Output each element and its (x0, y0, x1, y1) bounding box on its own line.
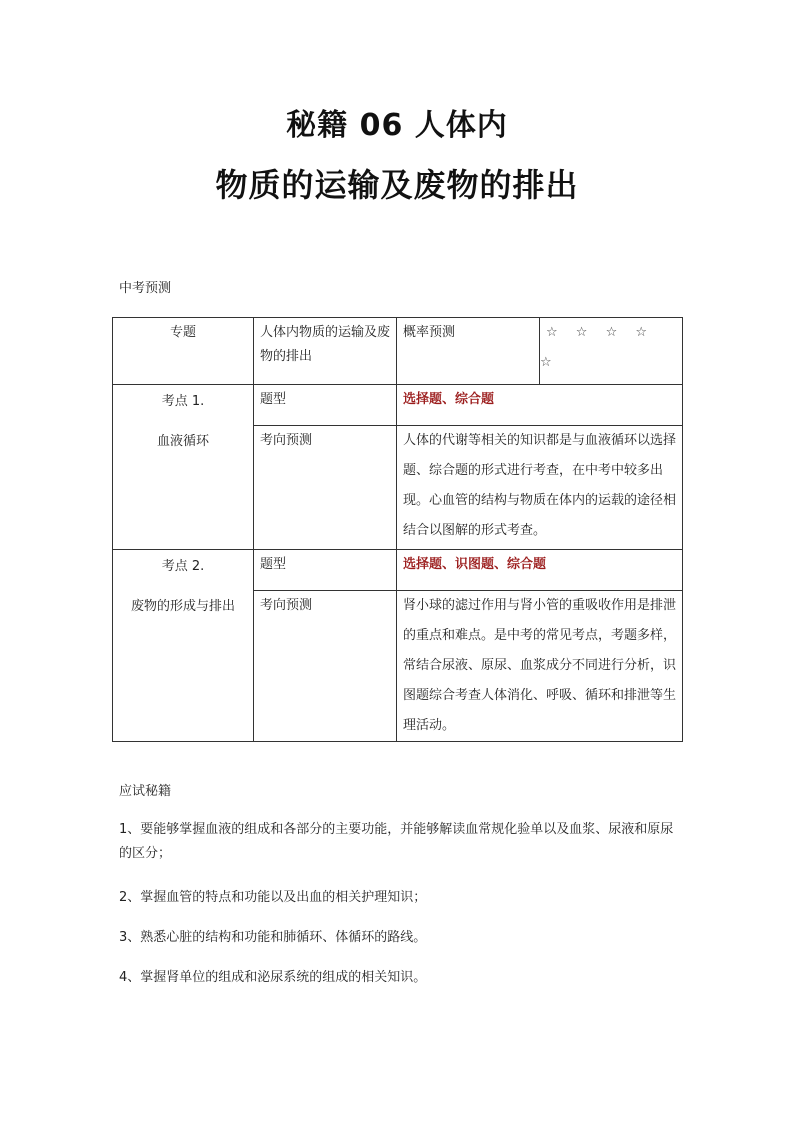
point1-trend-text-cell (397, 426, 683, 550)
table-row-point1-type (113, 385, 683, 426)
point2-type-label-cell (254, 550, 397, 591)
point2-trend-text-cell (397, 591, 683, 742)
topic-label-cell (113, 318, 254, 385)
tip-item-1: 1、要能够掌握血液的组成和各部分的主要功能，并能够解读血常规化验单以及血浆、尿液和原尿的区分； (119, 822, 674, 861)
tip-item-4: 4、掌握肾单位的组成和泌尿系统的组成的相关知识。 (119, 970, 427, 985)
point2-name: 废物的形成与排出 (130, 599, 235, 614)
table-row-header (113, 318, 683, 385)
point1-type-value: 选择题、综合题 (403, 392, 495, 407)
topic-label: 专题 (169, 325, 196, 340)
point2-trend-label-cell (254, 591, 397, 742)
tip-item-2: 2、掌握血管的特点和功能以及出血的相关护理知识； (119, 890, 427, 905)
point1-trend-text: 人体的代谢等相关的知识都是与血液循环以选择题、综合题的形式进行考查，在中考中较多出现。心血管的结构与物质在体内的运载的途径相结合以图解的形式考查。 (403, 433, 677, 538)
point1-cell (113, 385, 254, 550)
table-row-point2-type (113, 550, 683, 591)
point2-trend-label: 考向预测 (260, 598, 313, 613)
tips-section-label: 应试秘籍 (119, 784, 172, 799)
point1-trend-label: 考向预测 (260, 433, 313, 448)
star-rating-icon: ☆ ☆ ☆ ☆ ☆ (540, 325, 655, 370)
point1-type-value-cell (397, 385, 683, 426)
point1-type-label: 题型 (260, 392, 287, 407)
probability-rating-cell (540, 318, 683, 385)
topic-value-cell (254, 318, 397, 385)
point1-title: 考点 1. (161, 394, 205, 409)
topic-value: 人体内物质的运输及废物的排出 (260, 325, 391, 364)
document-title-line2: 物质的运输及废物的排出 (215, 166, 579, 204)
point2-cell (113, 550, 254, 742)
point2-type-label: 题型 (260, 557, 287, 572)
probability-label-cell (397, 318, 540, 385)
tip-item-3: 3、熟悉心脏的结构和功能和肺循环、体循环的路线。 (119, 930, 427, 945)
point2-type-value-cell (397, 550, 683, 591)
probability-label: 概率预测 (403, 325, 456, 340)
forecast-section-label: 中考预测 (119, 281, 172, 296)
point2-title: 考点 2. (161, 559, 205, 574)
point2-trend-text: 肾小球的滤过作用与肾小管的重吸收作用是排泄的重点和难点。是中考的常见考点，考题多样，常结合尿液、原尿、血浆成分不同进行分析，识图题综合考查人体消化、呼吸、循环和排泄等生理活动。 (403, 598, 677, 733)
point1-type-label-cell (254, 385, 397, 426)
forecast-table (112, 317, 683, 742)
point1-name: 血液循环 (156, 434, 209, 449)
point2-type-value: 选择题、识图题、综合题 (403, 557, 547, 572)
document-title-line1: 秘籍 06 人体内 (286, 108, 508, 143)
point1-trend-label-cell (254, 426, 397, 550)
